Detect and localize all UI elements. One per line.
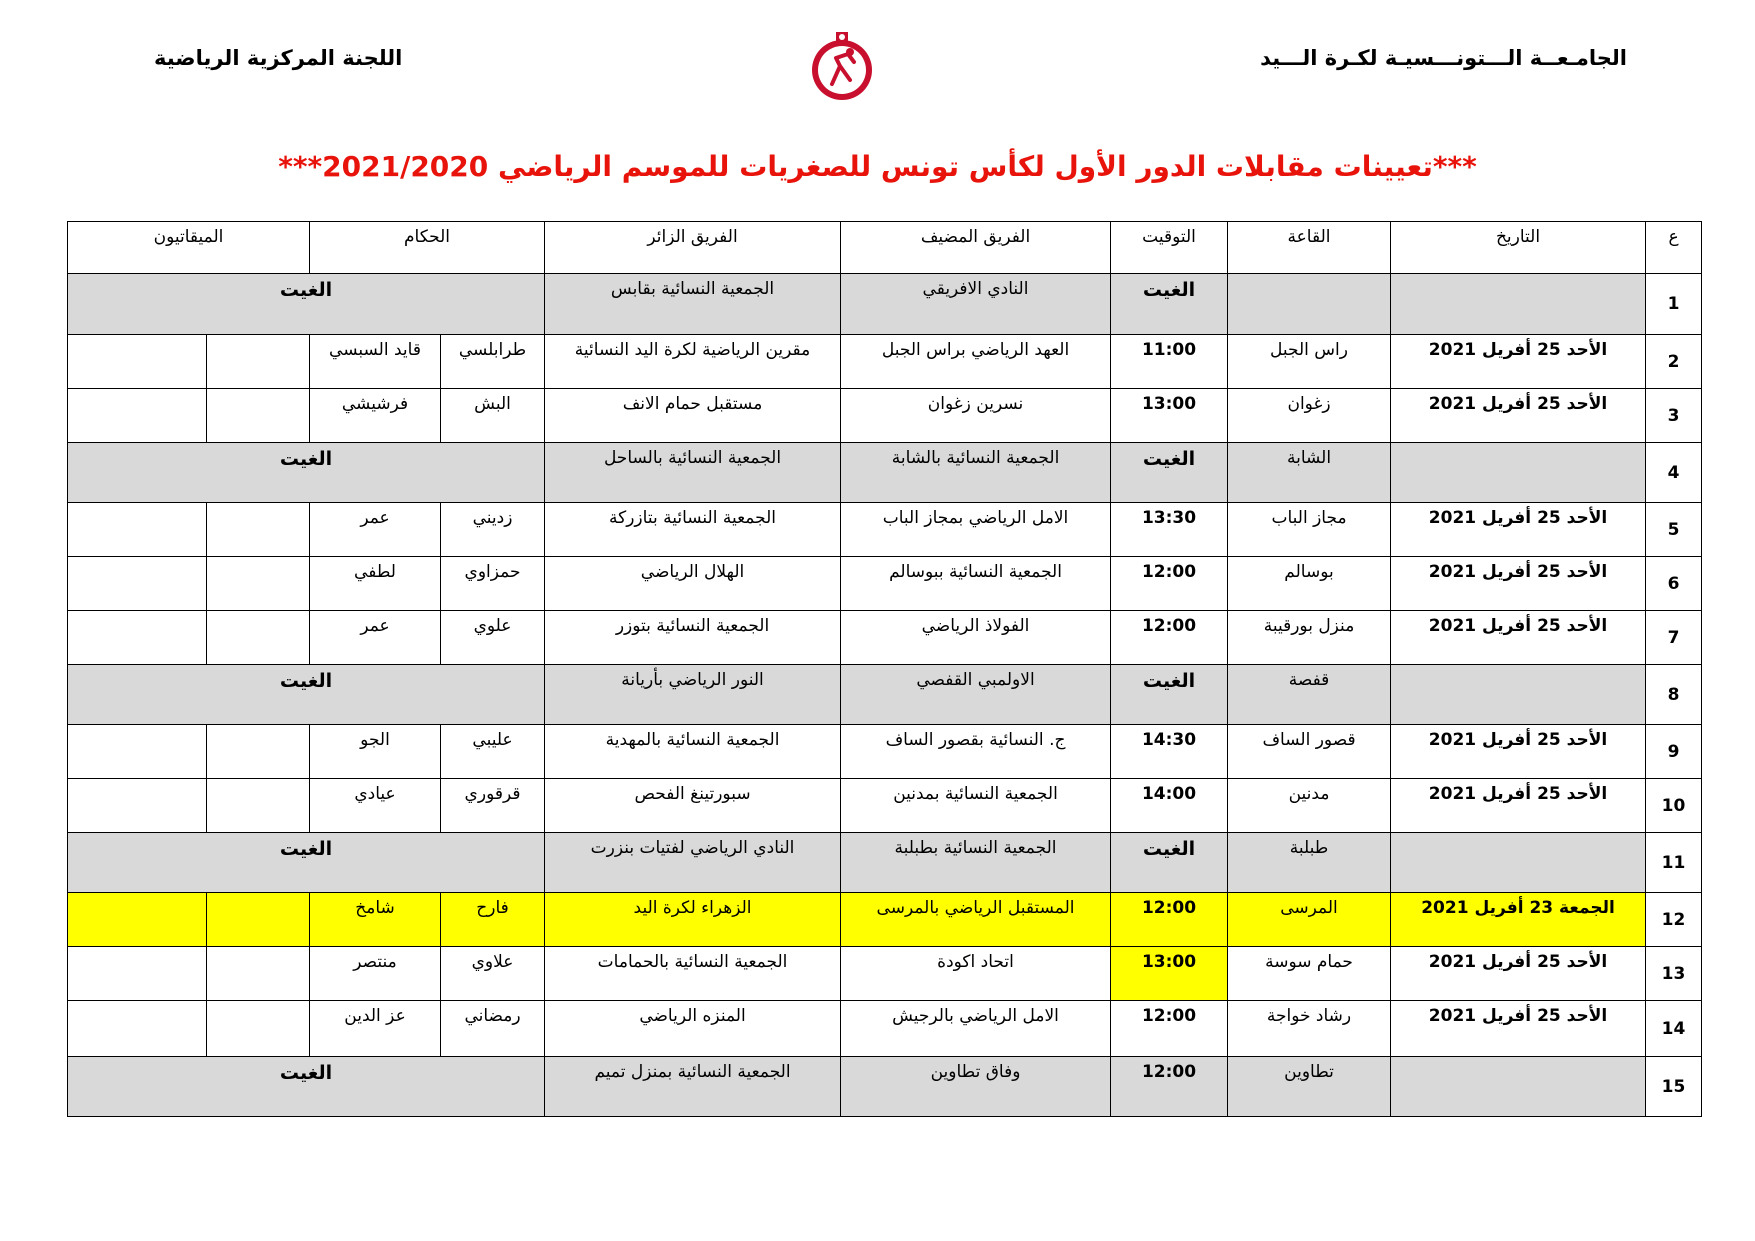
row-hall: حمام سوسة	[1228, 947, 1391, 1001]
schedule-table	[67, 221, 1702, 1117]
row-hall: مجاز الباب	[1228, 503, 1391, 557]
committee-name: اللجنة المركزية الرياضية	[154, 46, 403, 70]
row-away-text: المنزه الرياضي	[639, 1006, 746, 1026]
col-home: الفريق المضيف	[841, 222, 1111, 274]
row-referee-2: لطفي	[310, 557, 441, 611]
row-date	[1391, 443, 1646, 503]
row-time: الغيت	[1111, 833, 1228, 893]
row-away	[545, 335, 841, 389]
row-away	[545, 274, 841, 335]
federation-name: الجامـعــة الـــتونـــسيـة لكـرة الـــيد	[1260, 46, 1627, 70]
row-timekeeper-1	[207, 335, 310, 389]
row-timekeeper-2	[68, 335, 207, 389]
row-home: المستقبل الرياضي بالمرسى	[841, 893, 1111, 947]
row-hall: زغوان	[1228, 389, 1391, 443]
row-referee-1: علاوي	[441, 947, 545, 1001]
table-row	[68, 833, 1702, 893]
row-time: 14:30	[1111, 725, 1228, 779]
row-referee-2: عمر	[310, 503, 441, 557]
row-num: 3	[1646, 389, 1702, 443]
table-row	[68, 779, 1702, 833]
row-hall: بوسالم	[1228, 557, 1391, 611]
row-num: 2	[1646, 335, 1702, 389]
row-num: 4	[1646, 443, 1702, 503]
row-away-text: النور الرياضي بأريانة	[621, 670, 764, 690]
row-hall: رشاد خواجة	[1228, 1001, 1391, 1057]
row-num: 1	[1646, 274, 1702, 335]
row-timekeeper-1	[207, 503, 310, 557]
table-row	[68, 389, 1702, 443]
row-num: 5	[1646, 503, 1702, 557]
table-row	[68, 893, 1702, 947]
row-home: العهد الرياضي براس الجبل	[841, 335, 1111, 389]
row-away	[545, 611, 841, 665]
row-away	[545, 947, 841, 1001]
row-referee-1: طرابلسي	[441, 335, 545, 389]
row-timekeeper-2	[68, 389, 207, 443]
row-timekeeper-1	[207, 893, 310, 947]
row-referee-1: حمزاوي	[441, 557, 545, 611]
row-date: الأحد 25 أفريل 2021	[1391, 779, 1646, 833]
row-away-text: الجمعية النسائية بمنزل تميم	[594, 1062, 791, 1082]
row-hall: منزل بورقيبة	[1228, 611, 1391, 665]
row-away-text: الجمعية النسائية بتوزر	[615, 616, 770, 636]
row-away-text: النادي الرياضي لفتيات بنزرت	[590, 838, 795, 858]
row-home: وفاق تطاوين	[841, 1057, 1111, 1117]
row-away-text: الجمعية النسائية بتازركة	[609, 508, 776, 528]
row-timekeeper-1	[207, 725, 310, 779]
row-time: 12:00	[1111, 1001, 1228, 1057]
row-timekeeper-2	[68, 1001, 207, 1057]
row-home: نسرين زغوان	[841, 389, 1111, 443]
row-time: الغيت	[1111, 274, 1228, 335]
row-timekeeper-1	[207, 557, 310, 611]
row-home: الجمعية النسائية بمدنين	[841, 779, 1111, 833]
row-timekeeper-1	[207, 611, 310, 665]
row-away-text: الجمعية النسائية بالمهدية	[605, 730, 780, 750]
col-away: الفريق الزائر	[545, 222, 841, 274]
col-num: ع	[1646, 222, 1702, 274]
row-away	[545, 665, 841, 725]
row-referee-1: عليبي	[441, 725, 545, 779]
row-home: النادي الافريقي	[841, 274, 1111, 335]
row-absent: الغيت	[68, 833, 545, 893]
row-date: الأحد 25 أفريل 2021	[1391, 557, 1646, 611]
row-timekeeper-2	[68, 557, 207, 611]
row-away-text: الجمعية النسائية بالحمامات	[597, 952, 788, 972]
table-row	[68, 665, 1702, 725]
row-hall: الشابة	[1228, 443, 1391, 503]
row-date: الأحد 25 أفريل 2021	[1391, 947, 1646, 1001]
row-away-text: الجمعية النسائية بقابس	[610, 279, 775, 299]
row-home: الجمعية النسائية ببوسالم	[841, 557, 1111, 611]
row-time: 11:00	[1111, 335, 1228, 389]
row-home: الاولمبي القفصي	[841, 665, 1111, 725]
row-hall: المرسى	[1228, 893, 1391, 947]
row-hall: مدنين	[1228, 779, 1391, 833]
row-away	[545, 389, 841, 443]
row-time: 12:00	[1111, 557, 1228, 611]
row-referee-2: شامخ	[310, 893, 441, 947]
row-away	[545, 725, 841, 779]
page-title: ***تعيينات مقابلات الدور الأول لكأس تونس للصغريات للموسم الرياضي 2021/2020***	[278, 150, 1477, 183]
row-date	[1391, 274, 1646, 335]
row-away	[545, 1057, 841, 1117]
row-timekeeper-1	[207, 947, 310, 1001]
row-date: الأحد 25 أفريل 2021	[1391, 335, 1646, 389]
federation-logo	[806, 28, 878, 104]
row-away	[545, 557, 841, 611]
row-time: 12:00	[1111, 1057, 1228, 1117]
row-away-text: مقرين الرياضية لكرة اليد النسائية	[574, 340, 811, 360]
row-timekeeper-2	[68, 503, 207, 557]
row-home: الفولاذ الرياضي	[841, 611, 1111, 665]
table-row	[68, 725, 1702, 779]
row-referee-1: فارح	[441, 893, 545, 947]
row-date: الأحد 25 أفريل 2021	[1391, 389, 1646, 443]
row-num: 11	[1646, 833, 1702, 893]
row-time: 13:30	[1111, 503, 1228, 557]
table-row	[68, 443, 1702, 503]
table-row	[68, 1001, 1702, 1057]
row-referee-2: قايد السبسي	[310, 335, 441, 389]
table-row	[68, 274, 1702, 335]
col-referees: الحكام	[310, 222, 545, 274]
row-home: الامل الرياضي بمجاز الباب	[841, 503, 1111, 557]
row-timekeeper-2	[68, 611, 207, 665]
row-date	[1391, 833, 1646, 893]
col-time: التوقيت	[1111, 222, 1228, 274]
row-date	[1391, 1057, 1646, 1117]
logo-emblem	[812, 32, 872, 100]
row-absent: الغيت	[68, 665, 545, 725]
row-away-text: سبورتينغ الفحص	[634, 784, 751, 804]
table-row	[68, 557, 1702, 611]
row-referee-1: البش	[441, 389, 545, 443]
row-away	[545, 779, 841, 833]
header-row	[68, 222, 1702, 274]
row-date: الأحد 25 أفريل 2021	[1391, 611, 1646, 665]
row-timekeeper-1	[207, 1001, 310, 1057]
table-row	[68, 335, 1702, 389]
row-num: 10	[1646, 779, 1702, 833]
row-time: 14:00	[1111, 779, 1228, 833]
row-date	[1391, 665, 1646, 725]
row-hall: راس الجبل	[1228, 335, 1391, 389]
table-row	[68, 611, 1702, 665]
row-away-text: مستقبل حمام الانف	[622, 394, 763, 414]
row-time: 12:00	[1111, 893, 1228, 947]
row-home: الامل الرياضي بالرجيش	[841, 1001, 1111, 1057]
row-num: 9	[1646, 725, 1702, 779]
row-timekeeper-2	[68, 947, 207, 1001]
row-date: الأحد 25 أفريل 2021	[1391, 503, 1646, 557]
row-timekeeper-2	[68, 725, 207, 779]
table-row	[68, 1057, 1702, 1117]
row-hall: تطاوين	[1228, 1057, 1391, 1117]
row-absent: الغيت	[68, 274, 545, 335]
row-referee-1: زديني	[441, 503, 545, 557]
row-num: 13	[1646, 947, 1702, 1001]
row-referee-1: قرقوري	[441, 779, 545, 833]
col-date: التاريخ	[1391, 222, 1646, 274]
col-timekeepers: الميقاتيون	[68, 222, 310, 274]
row-away	[545, 443, 841, 503]
row-home: الجمعية النسائية بالشابة	[841, 443, 1111, 503]
row-absent: الغيت	[68, 443, 545, 503]
row-referee-2: عز الدين	[310, 1001, 441, 1057]
row-timekeeper-1	[207, 389, 310, 443]
row-time: الغيت	[1111, 665, 1228, 725]
row-num: 15	[1646, 1057, 1702, 1117]
row-home: اتحاد اكودة	[841, 947, 1111, 1001]
row-away	[545, 1001, 841, 1057]
row-timekeeper-1	[207, 779, 310, 833]
row-referee-2: عمر	[310, 611, 441, 665]
table-row	[68, 947, 1702, 1001]
row-num: 7	[1646, 611, 1702, 665]
row-away-text: الزهراء لكرة اليد	[633, 898, 752, 918]
row-num: 14	[1646, 1001, 1702, 1057]
row-home: الجمعية النسائية بطبلبة	[841, 833, 1111, 893]
row-away	[545, 503, 841, 557]
row-away	[545, 833, 841, 893]
row-date: الجمعة 23 أفريل 2021	[1391, 893, 1646, 947]
row-timekeeper-2	[68, 893, 207, 947]
row-time: 13:00	[1111, 947, 1228, 1001]
row-referee-2: الجو	[310, 725, 441, 779]
row-time: الغيت	[1111, 443, 1228, 503]
table-row	[68, 503, 1702, 557]
row-referee-1: رمضاني	[441, 1001, 545, 1057]
row-num: 8	[1646, 665, 1702, 725]
row-time: 13:00	[1111, 389, 1228, 443]
row-away-text: الهلال الرياضي	[640, 562, 745, 582]
row-hall: قصور الساف	[1228, 725, 1391, 779]
col-hall: القاعة	[1228, 222, 1391, 274]
row-date: الأحد 25 أفريل 2021	[1391, 725, 1646, 779]
row-num: 12	[1646, 893, 1702, 947]
row-hall: قفصة	[1228, 665, 1391, 725]
row-time: 12:00	[1111, 611, 1228, 665]
row-hall: طبلبة	[1228, 833, 1391, 893]
row-timekeeper-2	[68, 779, 207, 833]
row-absent: الغيت	[68, 1057, 545, 1117]
row-home: ج. النسائية بقصور الساف	[841, 725, 1111, 779]
row-num: 6	[1646, 557, 1702, 611]
row-hall	[1228, 274, 1391, 335]
row-referee-2: عيادي	[310, 779, 441, 833]
row-away	[545, 893, 841, 947]
row-date: الأحد 25 أفريل 2021	[1391, 1001, 1646, 1057]
row-away-text: الجمعية النسائية بالساحل	[603, 448, 782, 468]
row-referee-2: منتصر	[310, 947, 441, 1001]
row-referee-1: علوي	[441, 611, 545, 665]
row-referee-2: فرشيشي	[310, 389, 441, 443]
